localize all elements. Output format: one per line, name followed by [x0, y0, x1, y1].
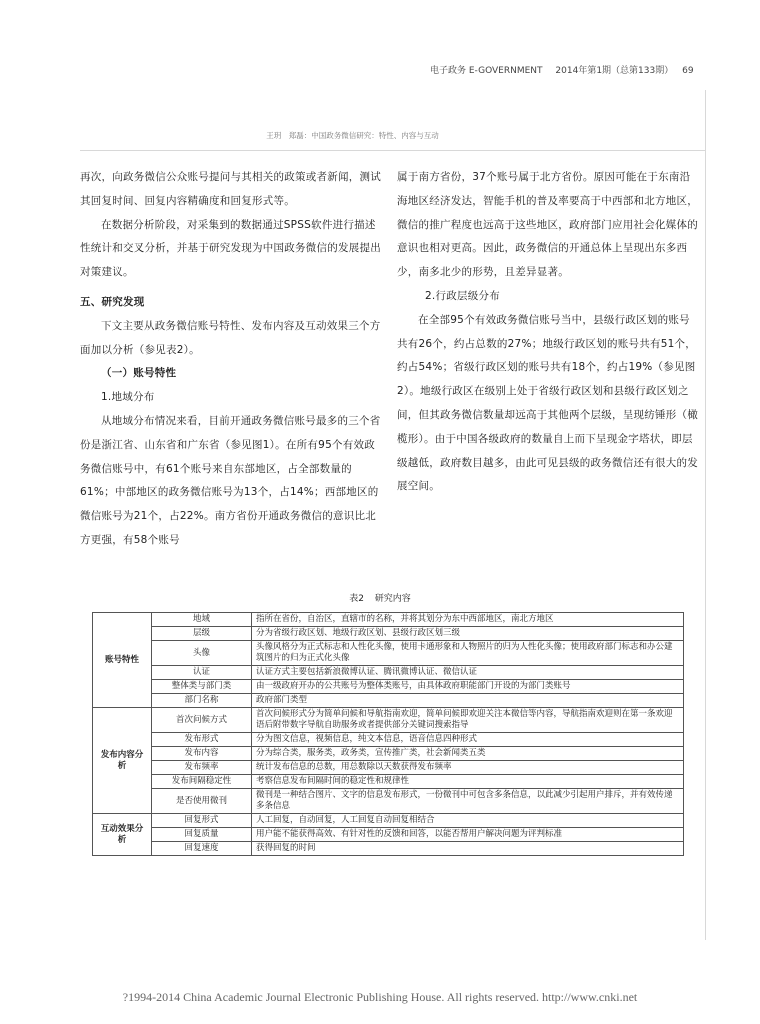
- table-row: [93, 666, 684, 680]
- issue-info: 2014年第1期（总第133期）: [555, 66, 674, 76]
- minor-heading: 1.地域分布: [101, 391, 155, 404]
- running-head: 王玥 郑磊：中国政务微信研究：特性、内容与互动: [266, 131, 439, 140]
- desc-cell: 首次问候形式分为简单问候和导航指南欢迎，简单问候即欢迎关注本微信等内容，导航指南欢迎则在第一条欢迎语后附带数字导航自助服务或者提供部分关键词搜索指导: [252, 708, 684, 733]
- item-cell: 发布内容: [152, 747, 252, 761]
- paragraph: 从地域分布情况来看，目前开通政务微信账号最多的三个省份是浙江省、山东省和广东省（参见图1）。在所有95个有效政务微信账号中，有61个账号来自东部地区，占全部数量的61%；中部地区的政务微信账号为13个，占14%；西部地区的微信账号为21个，占22%。南方省份开通政务微信的意识比北方更强，有58个账号: [80, 414, 381, 546]
- desc-cell: 用户能不能获得高效、有针对性的反馈和回答，以能否帮用户解决问题为评判标准: [252, 828, 684, 842]
- table-row: [93, 789, 684, 814]
- table-label: 表2: [349, 594, 364, 604]
- item-cell: 层级: [152, 627, 252, 641]
- running-head-rule: [80, 150, 705, 151]
- item-cell: 发布频率: [152, 761, 252, 775]
- item-cell: 整体类与部门类: [152, 680, 252, 694]
- table-row: [93, 775, 684, 789]
- copyright-footer: ?1994-2014 China Academic Journal Electronic Publishing House. All rights reserved. http://www.cnki.net: [122, 990, 638, 1004]
- paragraph: 属于南方省份，37个账号属于北方省份。原因可能在于东南沿海地区经济发达，智能手机的普及率要高于中西部和北方地区，微信的推广程度也远高于这些地区，政府部门应用社会化媒体的意识也相对更高。因此，政务微信的开通总体上呈现出东多西少，南多北少的形势，且差异显著。: [397, 171, 698, 279]
- table-row: [93, 613, 684, 627]
- desc-cell: 考察信息发布间隔时间的稳定性和规律性: [252, 775, 684, 789]
- desc-cell: 认证方式主要包括新浪微博认证、腾讯微博认证、微信认证: [252, 666, 684, 680]
- desc-cell: 获得回复的时间: [252, 842, 684, 856]
- desc-cell: 微刊是一种结合图片、文字的信息发布形式，一份微刊中可包含多条信息，以此减少引起用户排斥，并有效传递多条信息: [252, 789, 684, 814]
- paragraph: 下文主要从政务微信账号特性、发布内容及互动效果三个方面加以分析（参见表2）。: [80, 319, 381, 356]
- table-row: [93, 694, 684, 708]
- table-row: [93, 828, 684, 842]
- desc-cell: 统计发布信息的总数，用总数除以天数获得发布频率: [252, 761, 684, 775]
- paragraph: 再次，向政务微信公众账号提问与其相关的政策或者新闻，测试其回复时间、回复内容精确度和回复形式等。: [80, 171, 381, 207]
- item-cell: 回复质量: [152, 828, 252, 842]
- table-row: [93, 627, 684, 641]
- table-row: [93, 733, 684, 747]
- desc-cell: 指所在省份，自治区，直辖市的名称，并将其划分为东中西部地区，南北方地区: [252, 613, 684, 627]
- item-cell: 是否使用微刊: [152, 789, 252, 814]
- vertical-rule: [705, 90, 706, 940]
- table-row: [93, 814, 684, 828]
- journal-name: 电子政务 E-GOVERNMENT: [430, 66, 543, 76]
- table-row: [93, 641, 684, 666]
- section-heading: 五、研究发现: [80, 295, 145, 308]
- table-row: [93, 680, 684, 694]
- item-cell: 地域: [152, 613, 252, 627]
- group-cell: 发布内容分析: [93, 708, 152, 814]
- item-cell: 首次问候方式: [152, 708, 252, 733]
- item-cell: 回复形式: [152, 814, 252, 828]
- desc-cell: 人工回复，自动回复，人工回复自动回复相结合: [252, 814, 684, 828]
- group-cell: 账号特性: [93, 613, 152, 708]
- group-cell: 互动效果分析: [93, 814, 152, 856]
- item-cell: 认证: [152, 666, 252, 680]
- research-content-table: [92, 612, 684, 856]
- desc-cell: 由一级政府开办的公共账号为整体类账号，由具体政府职能部门开设的为部门类账号: [252, 680, 684, 694]
- item-cell: 发布间隔稳定性: [152, 775, 252, 789]
- item-cell: 头像: [152, 641, 252, 666]
- journal-header: [430, 63, 730, 76]
- desc-cell: 头像风格分为正式标志和人性化头像，使用卡通形象和人物照片的归为人性化头像；使用政府部门标志和办公建筑图片的归为正式化头像: [252, 641, 684, 666]
- right-column: [397, 166, 699, 499]
- item-cell: 回复速度: [152, 842, 252, 856]
- left-column: [80, 166, 382, 553]
- table-row: [93, 761, 684, 775]
- page-number: 69: [682, 66, 694, 76]
- paragraph: 在数据分析阶段，对采集到的数据通过SPSS软件进行描述性统计和交叉分析，并基于研究发现为中国政务微信的发展提出对策建议。: [80, 218, 381, 279]
- subsection-heading: （一）账号特性: [101, 367, 177, 380]
- desc-cell: 分为图文信息，视频信息，纯文本信息，语音信息四种形式: [252, 733, 684, 747]
- table-row: [93, 747, 684, 761]
- item-cell: 发布形式: [152, 733, 252, 747]
- desc-cell: 分为综合类，服务类，政务类，宣传推广类，社会新闻类五类: [252, 747, 684, 761]
- table-row: [93, 842, 684, 856]
- table-title: 研究内容: [374, 594, 411, 604]
- item-cell: 部门名称: [152, 694, 252, 708]
- desc-cell: 政府部门类型: [252, 694, 684, 708]
- table-row: [93, 708, 684, 733]
- table-caption: [0, 591, 760, 604]
- minor-heading: 2.行政层级分布: [425, 289, 501, 302]
- paragraph: 在全部95个有效政务微信账号当中，县级行政区划的账号共有26个，约占总数的27%；地级行政区划的账号共有51个，约占54%；省级行政区划的账号共有18个，约占19%（参见图2）。地级行政区在级别上处于省级行政区划和县级行政区划之间，但其政务微信数量却远高于其他两个层级，呈现纺锤形（橄榄形）。由于中国各级政府的数量自上而下呈现金字塔状，即层级越低，政府数目越多，由此可见县级的政务微信还有很大的发展空间。: [397, 313, 698, 493]
- desc-cell: 分为省级行政区划、地级行政区划、县级行政区划三级: [252, 627, 684, 641]
